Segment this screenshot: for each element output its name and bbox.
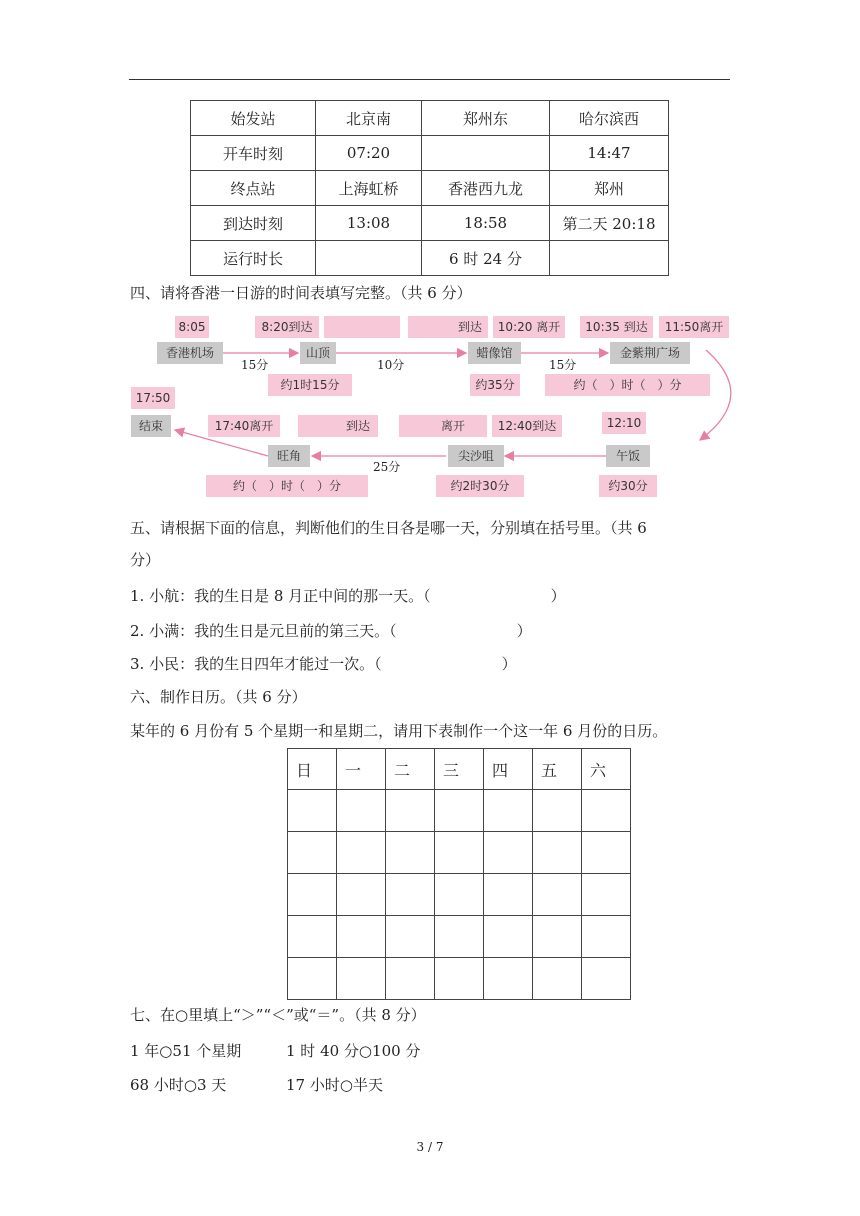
calendar-cell[interactable] [533,832,582,874]
weekday-cell: 六 [582,749,631,790]
calendar-cell[interactable] [582,958,631,1000]
table-cell: 13:08 [316,206,422,241]
stay-box: 约35分 [470,374,520,396]
page-number: 3 / 7 [416,1140,444,1154]
gap-label: 15分 [241,358,269,372]
time-box: 17:40离开 [208,415,280,437]
section7-title: 七、在○里填上“＞”“＜”或“＝”。（共 8 分） [130,1006,426,1024]
table-cell: 07:20 [316,136,422,171]
calendar-row [288,874,631,916]
calendar-row [288,958,631,1000]
calendar-cell[interactable] [582,832,631,874]
time-box: 8:20到达 [255,316,319,338]
table-cell: 14:47 [550,136,669,171]
table-cell: 上海虹桥 [316,171,422,206]
calendar-cell[interactable] [435,958,484,1000]
calendar-cell[interactable] [533,916,582,958]
calendar-cell[interactable] [386,832,435,874]
time-box: 12:10 [602,412,646,434]
section6-desc: 某年的 6 月份有 5 个星期一和星期二，请用下表制作一个这一年 6 月份的日历。 [130,722,668,740]
place-box: 结束 [131,415,171,437]
weekday-header [288,749,631,790]
table-cell: 哈尔滨西 [550,101,669,136]
place-box: 午饭 [606,445,650,467]
place-box: 旺角 [268,445,310,467]
calendar-cell[interactable] [337,832,386,874]
calendar-cell[interactable] [337,874,386,916]
calendar-cell[interactable] [533,874,582,916]
weekday-cell: 一 [337,749,386,790]
calendar-cell[interactable] [435,874,484,916]
table-cell: 18:58 [422,206,550,241]
calendar-cell[interactable] [484,916,533,958]
table-cell: 北京南 [316,101,422,136]
calendar-row [288,790,631,832]
calendar-cell[interactable] [582,916,631,958]
row-label: 开车时刻 [191,136,316,171]
timeline-arrows [0,0,860,520]
calendar-cell[interactable] [386,916,435,958]
calendar-cell[interactable] [386,958,435,1000]
question-item[interactable]: 1. 小航：我的生日是 8 月正中间的那一天。（ ） [130,587,566,605]
calendar-cell[interactable] [484,874,533,916]
calendar-cell[interactable] [386,874,435,916]
gap-label: 10分 [377,358,405,372]
calendar-grid [287,748,631,1000]
calendar-cell[interactable] [533,958,582,1000]
row-label: 始发站 [191,101,316,136]
table-cell: 郑州 [550,171,669,206]
calendar-cell[interactable] [484,958,533,1000]
calendar-cell[interactable] [435,790,484,832]
compare-item[interactable]: 68 小时○3 天 [130,1076,227,1094]
calendar-cell[interactable] [288,958,337,1000]
calendar-cell[interactable] [337,790,386,832]
time-box: 17:50 [131,387,175,409]
time-box[interactable]: 到达 [298,415,378,437]
stay-box: 约1时15分 [268,374,352,396]
calendar-cell[interactable] [435,832,484,874]
stay-box: 约2时30分 [436,475,524,497]
time-box[interactable]: 离开 [399,415,487,437]
place-box: 金紫荆广场 [610,342,690,364]
stay-box: 约30分 [599,475,657,497]
time-box: 12:40到达 [492,415,562,437]
place-box: 尖沙咀 [448,445,504,467]
calendar-cell[interactable] [435,916,484,958]
calendar-row [288,832,631,874]
calendar-cell[interactable] [288,874,337,916]
row-label: 运行时长 [191,241,316,276]
place-box: 香港机场 [157,342,223,364]
time-box: 10:20 离开 [493,316,565,338]
weekday-cell: 四 [484,749,533,790]
calendar-cell[interactable] [484,832,533,874]
calendar-cell[interactable] [337,958,386,1000]
weekday-cell: 三 [435,749,484,790]
section5-title-cont: 分） [130,551,161,569]
weekday-cell: 二 [386,749,435,790]
time-box[interactable]: 到达 [408,316,488,338]
compare-item[interactable]: 1 时 40 分○100 分 [286,1042,421,1060]
calendar-cell[interactable] [288,790,337,832]
gap-label: 25分 [373,460,401,474]
calendar-cell[interactable] [533,790,582,832]
question-item[interactable]: 2. 小满：我的生日是元旦前的第三天。（ ） [130,622,532,640]
time-box-blank[interactable] [324,316,400,338]
weekday-cell: 日 [288,749,337,790]
time-box: 10:35 到达 [580,316,653,338]
stay-box-blank[interactable]: 约（ ）时（ ）分 [206,475,368,497]
table-cell: 郑州东 [422,101,550,136]
row-label: 到达时刻 [191,206,316,241]
stay-box-blank[interactable]: 约（ ）时（ ）分 [545,374,710,396]
time-box: 11:50离开 [659,316,729,338]
calendar-cell[interactable] [582,874,631,916]
question-item[interactable]: 3. 小民：我的生日四年才能过一次。（ ） [130,655,517,673]
section4-title: 四、请将香港一日游的时间表填写完整。（共 6 分） [130,284,472,302]
calendar-cell[interactable] [582,790,631,832]
section5-title: 五、请根据下面的信息，判断他们的生日各是哪一天，分别填在括号里。（共 6 [130,519,647,537]
weekday-cell: 五 [533,749,582,790]
row-label: 终点站 [191,171,316,206]
calendar-cell[interactable] [484,790,533,832]
calendar-cell[interactable] [288,832,337,874]
calendar-cell[interactable] [386,790,435,832]
place-box: 蜡像馆 [468,342,521,364]
calendar-cell[interactable] [337,916,386,958]
section6-title: 六、制作日历。（共 6 分） [130,688,307,706]
table-cell: 香港西九龙 [422,171,550,206]
calendar-row [288,916,631,958]
calendar-cell[interactable] [288,916,337,958]
table-cell: 第二天 20:18 [550,206,669,241]
compare-item[interactable]: 17 小时○半天 [286,1076,383,1094]
table-cell: 6 时 24 分 [422,241,550,276]
gap-label: 15分 [549,358,577,372]
compare-item[interactable]: 1 年○51 个星期 [130,1042,242,1060]
place-box: 山顶 [300,342,336,364]
time-box: 8:05 [175,316,209,338]
